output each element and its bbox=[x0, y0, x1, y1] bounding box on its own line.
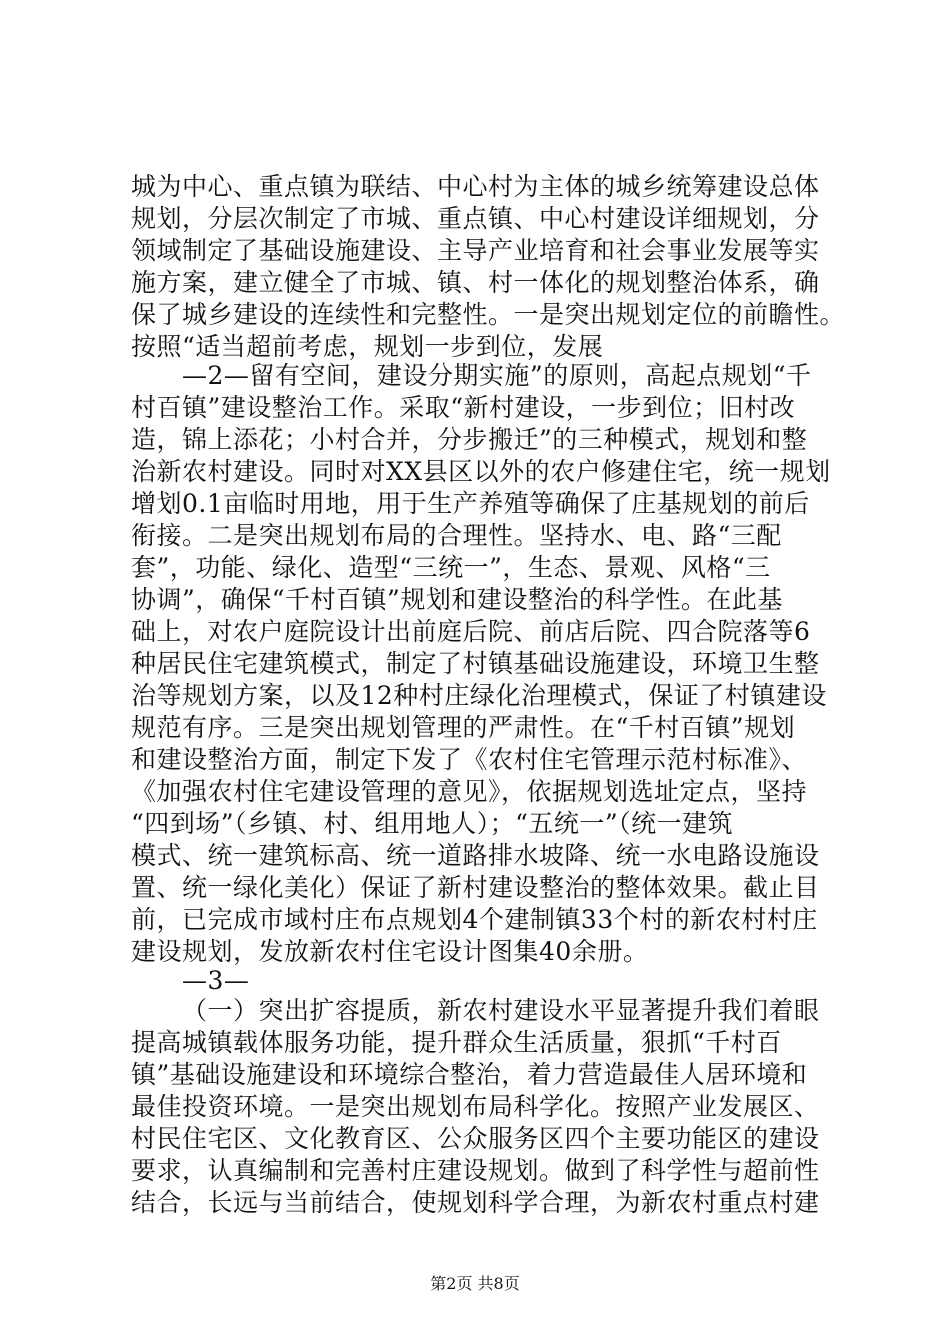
text-line: 要求，认真编制和完善村庄建设规划。做到了科学性与超前性 bbox=[131, 1156, 820, 1185]
text-line: 治新农村建设。同时对XX县区以外的农户修建住宅，统一规划 bbox=[131, 457, 831, 486]
text-line: 协调”，确保“千村百镇”规划和建设整治的科学性。在此基 bbox=[131, 585, 783, 614]
page-number-footer: 第2页 共8页 bbox=[430, 1274, 520, 1293]
page-marker-line: —3— bbox=[182, 966, 250, 995]
text-line: 城为中心、重点镇为联结、中心村为主体的城乡统筹建设总体 bbox=[131, 172, 820, 201]
text-line: 衔接。二是突出规划布局的合理性。坚持水、电、路“三配 bbox=[131, 521, 782, 550]
text-line: 套”，功能、绿化、造型“三统一”，生态、景观、风格“三 bbox=[131, 553, 771, 582]
text-line: 镇”基础设施建设和环境综合整治，着力营造最佳人居环境和 bbox=[131, 1060, 808, 1089]
text-line: 模式、统一建筑标高、统一道路排水坡降、统一水电路设施设 bbox=[131, 841, 820, 870]
text-line: 前，已完成市域村庄布点规划4个建制镇33个村的新农村村庄 bbox=[131, 905, 818, 934]
text-line: 《加强农村住宅建设管理的意见》，依据规划选址定点，坚持 bbox=[131, 777, 808, 806]
text-line: 结合，长远与当前结合，使规划科学合理，为新农村重点村建 bbox=[131, 1188, 820, 1217]
text-line: “四到场”（乡镇、村、组用地人）；“五统一”（统一建筑 bbox=[131, 809, 734, 838]
text-line: 保了城乡建设的连续性和完整性。一是突出规划定位的前瞻性。 bbox=[131, 300, 846, 329]
text-line: 增划0.1亩临时用地，用于生产养殖等确保了庄基规划的前后 bbox=[131, 489, 810, 518]
text-line: 础上，对农户庭院设计出前庭后院、前店后院、四合院落等6 bbox=[131, 617, 811, 646]
text-line: 按照“适当超前考虑，规划一步到位，发展 bbox=[131, 332, 604, 361]
text-line: 和建设整治方面，制定下发了《农村住宅管理示范村标准》、 bbox=[131, 745, 808, 774]
paragraph-start-line: （一）突出扩容提质，新农村建设水平显著提升我们着眼 bbox=[182, 996, 820, 1025]
text-line: 提高城镇载体服务功能，提升群众生活质量，狠抓“千村百 bbox=[131, 1028, 782, 1057]
text-line: 治等规划方案，以及12种村庄绿化治理模式，保证了村镇建设 bbox=[131, 681, 827, 710]
text-line: 规划，分层次制定了市城、重点镇、中心村建设详细规划，分 bbox=[131, 204, 820, 233]
text-line: 最佳投资环境。一是突出规划布局科学化。按照产业发展区、 bbox=[131, 1092, 820, 1121]
text-line: 规范有序。三是突出规划管理的严肃性。在“千村百镇”规划 bbox=[131, 713, 796, 742]
text-line: 村民住宅区、文化教育区、公众服务区四个主要功能区的建设 bbox=[131, 1124, 820, 1153]
text-line: 置、统一绿化美化）保证了新村建设整治的整体效果。截止目 bbox=[131, 873, 820, 902]
text-line: 种居民住宅建筑模式，制定了村镇基础设施建设，环境卫生整 bbox=[131, 649, 820, 678]
text-line: 造，锦上添花；小村合并，分步搬迁”的三种模式，规划和整 bbox=[131, 425, 808, 454]
text-line: 村百镇”建设整治工作。采取“新村建设，一步到位；旧村改 bbox=[131, 393, 796, 422]
text-line: 施方案，建立健全了市城、镇、村一体化的规划整治体系，确 bbox=[131, 268, 820, 297]
page-marker-line: —2—留有空间，建设分期实施”的原则，高起点规划“千 bbox=[182, 361, 812, 390]
text-line: 领域制定了基础设施建设、主导产业培育和社会事业发展等实 bbox=[131, 236, 820, 265]
text-line: 建设规划，发放新农村住宅设计图集40余册。 bbox=[131, 937, 649, 966]
